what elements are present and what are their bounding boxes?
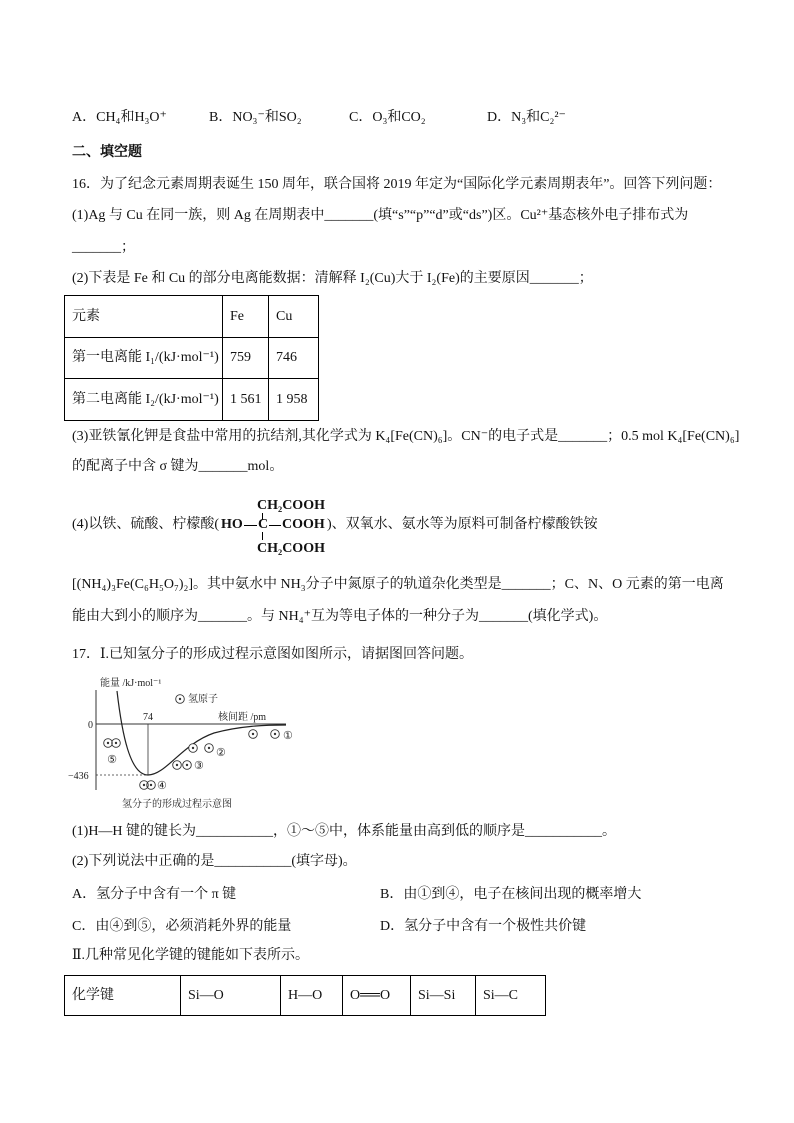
hydrogen-atom-icon [176,695,185,704]
hydrogen-atom-icon [249,730,258,739]
q17-option-c: C．由④到⑤，必须消耗外界的能量 [72,919,292,934]
table-header-row [65,976,546,1016]
q17-part1: (1)H—H 键的键长为___________，①～⑤中，体系能量由高到低的顺序是___________。 [72,824,617,839]
q16-part2: (2)下表是 Fe 和 Cu 的部分电离能数据：清解释 I₂(Cu)大于 I₂(Fe)的主要原因_______； [72,271,593,286]
q17-intro: 17．Ⅰ.已知氢分子的形成过程示意图如图所示，请据图回答问题。 [72,647,474,662]
table-cell: 第一电离能 I₁/(kJ·mol⁻¹) [65,338,223,379]
table-cell: Fe [223,296,269,338]
table-header-row [65,296,319,338]
citric-acid-bottom-group: CH₂COOH [257,541,325,556]
table-cell: O══O [343,976,411,1016]
hydrogen-atom-icon [271,730,280,739]
table-cell: 746 [269,338,319,379]
table-row [65,379,319,421]
table-cell: 1 561 [223,379,269,421]
table-cell: 第二电离能 I₂/(kJ·mol⁻¹) [65,379,223,421]
q17-part2-intro: Ⅱ.几种常见化学键的键能如下表所示。 [72,948,310,963]
q17-part2: (2)下列说法中正确的是___________(填字母)。 [72,854,357,869]
citric-acid-hydroxyl: HO [221,517,243,532]
q16-part4-before: (4)以铁、硫酸、柠檬酸( [72,517,219,532]
q15-option-c: C．O₃和CO₂ [349,110,426,125]
bond-line [269,525,281,526]
q15-option-b: B．NO₃⁻和SO₂ [209,110,302,125]
state-1-label: ① [283,730,293,742]
table-cell: 化学键 [65,976,181,1016]
bond-energy-table [64,975,546,1016]
q15-option-a: A．CH₄和H₃O⁺ [72,110,167,125]
table-cell: 759 [223,338,269,379]
table-cell: Si—C [476,976,546,1016]
hydrogen-atom-icon [112,739,121,748]
x-axis-label: 核间距 /pm [218,712,267,723]
hydrogen-formation-diagram [64,674,304,814]
hydrogen-atom-icon [104,739,113,748]
citric-acid-central-carbon: C [258,517,269,532]
ionization-energy-table [64,295,319,421]
table-row [65,338,319,379]
legend-label: 氢原子 [188,694,218,705]
bond-line [244,525,257,526]
section-title: 二、填空题 [72,145,142,160]
citric-acid-carboxyl: COOH [282,517,325,532]
q16-part3-line1: (3)亚铁氰化钾是食盐中常用的抗结剂,其化学式为 K₄[Fe(CN)₆]。CN⁻的电子式是_______；0.5 mol K₄[Fe(CN)₆] [72,429,740,444]
table-cell: 1 958 [269,379,319,421]
figure-caption: 氢分子的形成过程示意图 [122,799,232,810]
table-cell: Si—O [181,976,281,1016]
table-cell: Si—Si [411,976,476,1016]
state-5-label: ⑤ [107,754,117,766]
q16-part1-line2: _______； [72,240,135,255]
state-3-label: ③ [194,760,204,772]
citric-acid-top-group: CH₂COOH [257,498,325,513]
q17-option-d: D．氢分子中含有一个极性共价键 [380,919,587,934]
hydrogen-atom-icon [173,761,182,770]
hydrogen-atom-icon [205,744,214,753]
state-2-label: ② [216,747,226,759]
x-tick-label: 74 [143,712,153,723]
y-min-label: −436 [68,771,89,782]
y-zero-label: 0 [88,720,93,731]
table-cell: Cu [269,296,319,338]
table-cell: H—O [281,976,343,1016]
q16-part3-line2: 的配离子中含 σ 键为_______mol。 [72,459,284,474]
q16-part4-line2: [(NH₄)₃Fe(C₆H₅O₇)₂]。其中氨水中 NH₃分子中氮原子的轨道杂化类型是_______；C、N、O 元素的第一电离 [72,577,724,592]
hydrogen-atom-icon [183,761,192,770]
q16-part4-line3: 能由大到小的顺序为_______。与 NH₄⁺互为等电子体的一种分子为_______(填化学式)。 [72,609,608,624]
q16-part1-line1: (1)Ag 与 Cu 在同一族，则 Ag 在周期表中_______(填“s”“p”“d”或“ds”)区。Cu²⁺基态核外电子排布式为 [72,208,689,223]
q16-intro: 16．为了纪念元素周期表诞生 150 周年，联合国将 2019 年定为“国际化学元素周期表年”。回答下列问题： [72,177,722,192]
q17-option-b: B．由①到④，电子在核间出现的概率增大 [380,887,642,902]
q17-option-a: A．氢分子中含有一个 π 键 [72,887,237,902]
hydrogen-atom-icon [189,744,198,753]
y-axis-label: 能量 /kJ·mol⁻¹ [100,678,162,689]
q15-option-d: D．N₃和C₂²⁻ [487,110,566,125]
state-4-label: ④ [157,780,167,792]
q16-part4-after: )、双氧水、氨水等为原料可制备柠檬酸铁铵 [327,517,598,532]
table-cell: 元素 [65,296,223,338]
